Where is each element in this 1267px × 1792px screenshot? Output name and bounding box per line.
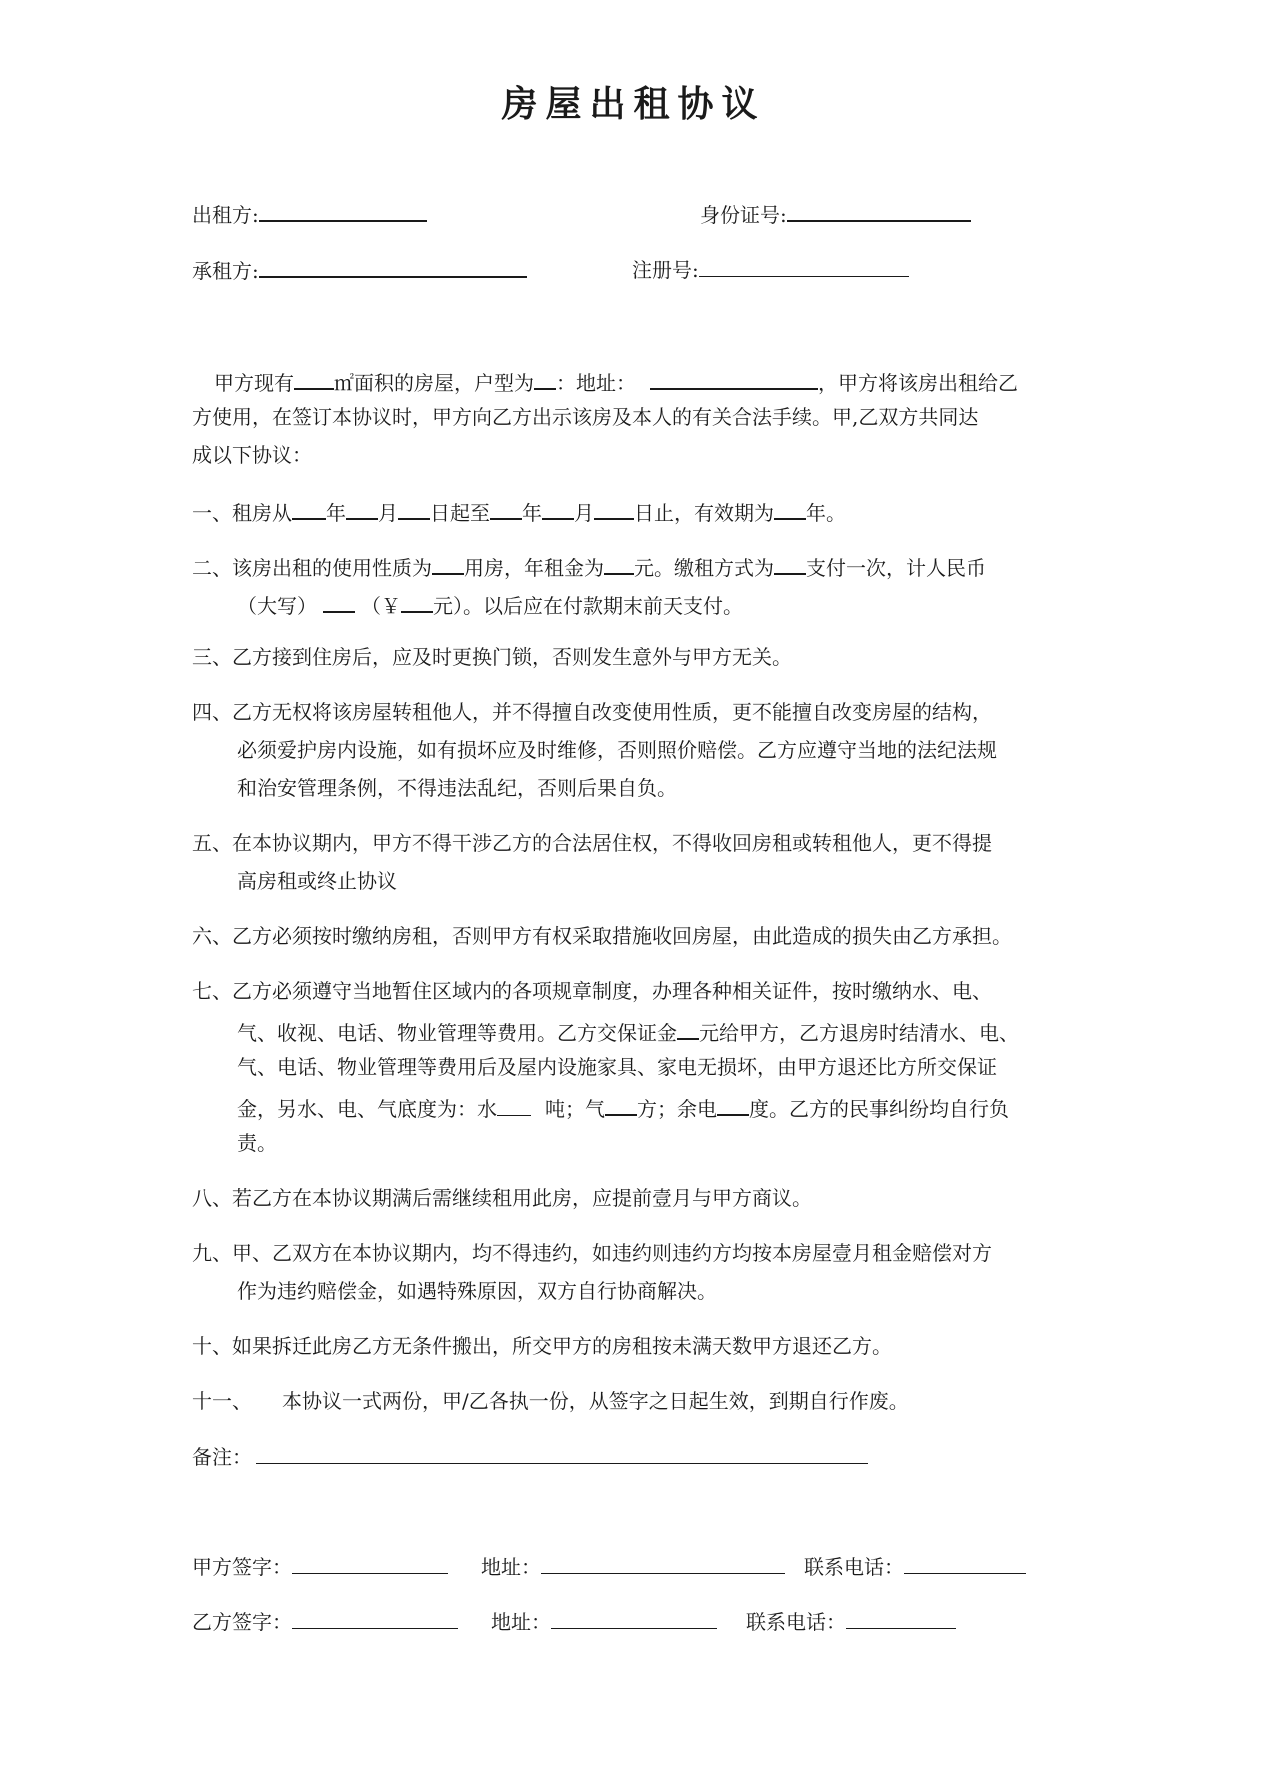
remarks-blank[interactable] <box>256 1441 868 1464</box>
clause-7-line-2 <box>237 1014 1019 1044</box>
start-month-blank[interactable] <box>346 494 378 520</box>
party-a-address-row <box>481 1551 785 1581</box>
end-day-blank[interactable] <box>594 494 634 520</box>
intro-text: 甲方现有 <box>214 371 294 395</box>
clause-text: 若乙方在本协议期满后需继续租用此房，应提前壹月与甲方商议。 <box>232 1186 812 1210</box>
clause-text: 乙方接到住房后，应及时更换门锁，否则发生意外与甲方无关。 <box>232 645 792 669</box>
deposit-blank[interactable] <box>677 1014 699 1040</box>
clause-text: 元给甲方，乙方退房时结清水、电、 <box>699 1021 1019 1045</box>
reg-row <box>632 254 909 284</box>
clause-text: 支付一次，计人民币 <box>806 556 986 580</box>
clause-text: 该房出租的使用性质为 <box>232 556 432 580</box>
clause-number: 二、 <box>192 556 232 580</box>
clause-text: 乙方无权将该房屋转租他人，并不得擅自改变使用性质，更不能擅自改变房屋的结构， <box>232 700 992 724</box>
clause-number: 四、 <box>192 700 232 724</box>
lessor-label: 出租方: <box>192 203 259 227</box>
water-reading-blank[interactable] <box>497 1093 531 1116</box>
clause-number: 八、 <box>192 1186 232 1210</box>
clause-text: 金，另水、电、气底度为：水 <box>237 1097 497 1121</box>
clause-2-line-2 <box>237 587 743 617</box>
party-a-sign-blank[interactable] <box>292 1551 448 1574</box>
clause-text: 如果拆迁此房乙方无条件搬出，所交甲方的房租按未满天数甲方退还乙方。 <box>232 1334 892 1358</box>
clause-number: 六、 <box>192 924 232 948</box>
clause-text: 乙方必须遵守当地暂住区域内的各项规章制度，办理各种相关证件，按时缴纳水、电、 <box>232 979 992 1003</box>
reg-blank[interactable] <box>699 254 909 277</box>
id-row <box>700 198 971 228</box>
clause-text: 在本协议期内，甲方不得干涉乙方的合法居住权，不得收回房租或转租他人，更不得提 <box>232 831 992 855</box>
clause-number: 七、 <box>192 979 232 1003</box>
clause-3 <box>192 642 792 672</box>
layout-blank[interactable] <box>534 364 556 390</box>
clause-text: 年 <box>522 501 542 525</box>
clause-text: 租房从 <box>232 501 292 525</box>
clause-number: 十、 <box>192 1334 232 1358</box>
clause-5-line-1 <box>192 828 992 858</box>
clause-text: 吨；气 <box>545 1097 605 1121</box>
party-a-phone-blank[interactable] <box>904 1551 1026 1574</box>
clause-4-line-2: 必须爱护房内设施，如有损坏应及时维修，否则照价赔偿。乙方应遵守当地的法纪法规 <box>237 738 997 762</box>
address-blank[interactable] <box>650 364 818 390</box>
party-a-phone-row <box>804 1551 1026 1581</box>
gas-reading-blank[interactable] <box>605 1090 637 1116</box>
clause-number: 九、 <box>192 1241 232 1265</box>
lessee-label: 承租方: <box>192 259 259 283</box>
clause-number: 五、 <box>192 831 232 855</box>
end-month-blank[interactable] <box>542 494 574 520</box>
clause-text: 日止，有效期为 <box>634 501 774 525</box>
annual-rent-blank[interactable] <box>604 549 634 575</box>
intro-text: ㎡面积的房屋，户型为 <box>334 371 534 395</box>
clause-2-line-1 <box>192 549 986 579</box>
document-title: 房屋出租协议 <box>501 83 766 125</box>
party-b-phone-label: 联系电话： <box>746 1610 846 1634</box>
party-b-phone-row <box>746 1606 956 1636</box>
remarks-label: 备注： <box>192 1445 252 1469</box>
clause-11 <box>192 1386 909 1416</box>
clause-text: 度。乙方的民事纠纷均自行负 <box>749 1097 1009 1121</box>
clause-text: 年。 <box>806 501 846 525</box>
party-b-sign-label: 乙方签字： <box>192 1610 292 1634</box>
party-a-phone-label: 联系电话： <box>804 1555 904 1579</box>
id-label: 身份证号: <box>700 203 787 227</box>
party-a-signature-row <box>192 1551 448 1581</box>
usage-blank[interactable] <box>432 549 464 575</box>
clause-7-line-4 <box>237 1090 1009 1120</box>
clause-text: 乙方必须按时缴纳房租，否则甲方有权采取措施收回房屋，由此造成的损失由乙方承担。 <box>232 924 1012 948</box>
clause-7-line-3: 气、电话、物业管理等费用后及屋内设施家具、家电无损坏，由甲方退还比方所交保证 <box>237 1055 997 1079</box>
intro-line-2: 方使用，在签订本协议时，甲方向乙方出示该房及本人的有关合法手续。甲,乙双方共同达 <box>192 405 979 429</box>
clause-text: 元）。以后应在付款期末前天支付。 <box>433 594 743 618</box>
amount-words-blank[interactable] <box>323 587 355 613</box>
clause-text: 月 <box>574 501 594 525</box>
clause-number: 一、 <box>192 501 232 525</box>
lessor-blank[interactable] <box>259 198 427 222</box>
clause-text: 甲、乙双方在本协议期内，均不得违约，如违约则违约方均按本房屋壹月租金赔偿对方 <box>232 1241 992 1265</box>
clause-text: 方；余电 <box>637 1097 717 1121</box>
party-b-phone-blank[interactable] <box>846 1606 956 1629</box>
clause-8 <box>192 1183 812 1213</box>
party-b-address-row <box>491 1606 717 1636</box>
clause-number: 十一、 <box>192 1389 252 1413</box>
clause-text: 月 <box>378 501 398 525</box>
clause-number: 三、 <box>192 645 232 669</box>
clause-5-line-2: 高房租或终止协议 <box>237 869 397 893</box>
payment-method-blank[interactable] <box>774 549 806 575</box>
clause-9-line-2: 作为违约赔偿金，如遇特殊原因，双方自行协商解决。 <box>237 1279 717 1303</box>
intro-text: ：地址： <box>556 371 636 395</box>
clause-4-line-1 <box>192 697 992 727</box>
clause-7-line-1 <box>192 976 992 1006</box>
reg-label: 注册号: <box>632 258 699 282</box>
clause-4-line-3: 和治安管理条例，不得违法乱纪，否则后果自负。 <box>237 776 677 800</box>
area-blank[interactable] <box>294 364 334 390</box>
start-year-blank[interactable] <box>292 494 326 520</box>
lessee-blank[interactable] <box>259 254 527 278</box>
intro-line-3: 成以下协议： <box>192 443 312 467</box>
end-year-blank[interactable] <box>490 494 522 520</box>
clause-text: 本协议一式两份，甲/乙各执一份，从签字之日起生效，到期自行作废。 <box>282 1389 909 1413</box>
party-b-sign-blank[interactable] <box>292 1606 458 1629</box>
lessee-row <box>192 254 527 284</box>
party-b-signature-row <box>192 1606 458 1636</box>
clause-10 <box>192 1331 892 1361</box>
clause-text: 日起至 <box>430 501 490 525</box>
intro-line-1 <box>214 364 1018 394</box>
term-years-blank[interactable] <box>774 494 806 520</box>
clause-text: 用房，年租金为 <box>464 556 604 580</box>
amount-number-blank[interactable] <box>401 587 433 613</box>
clause-text: 元。缴租方式为 <box>634 556 774 580</box>
party-b-address-label: 地址： <box>491 1610 551 1634</box>
intro-text: ，甲方将该房出租给乙 <box>818 371 1018 395</box>
remarks-row <box>192 1441 868 1471</box>
party-a-address-blank[interactable] <box>541 1551 785 1574</box>
start-day-blank[interactable] <box>398 494 430 520</box>
clause-text: 年 <box>326 501 346 525</box>
lessor-row <box>192 198 427 228</box>
clause-text: 气、收视、电话、物业管理等费用。乙方交保证金 <box>237 1021 677 1045</box>
clause-9-line-1 <box>192 1238 992 1268</box>
party-a-sign-label: 甲方签字： <box>192 1555 292 1579</box>
clause-text: （￥ <box>361 594 401 618</box>
id-blank[interactable] <box>787 198 971 222</box>
clause-1 <box>192 494 846 524</box>
clause-7-line-5: 责。 <box>237 1131 277 1155</box>
party-a-address-label: 地址： <box>481 1555 541 1579</box>
party-b-address-blank[interactable] <box>551 1606 717 1629</box>
clause-text: （大写） <box>237 594 317 618</box>
clause-6 <box>192 921 1012 951</box>
electric-reading-blank[interactable] <box>717 1090 749 1116</box>
